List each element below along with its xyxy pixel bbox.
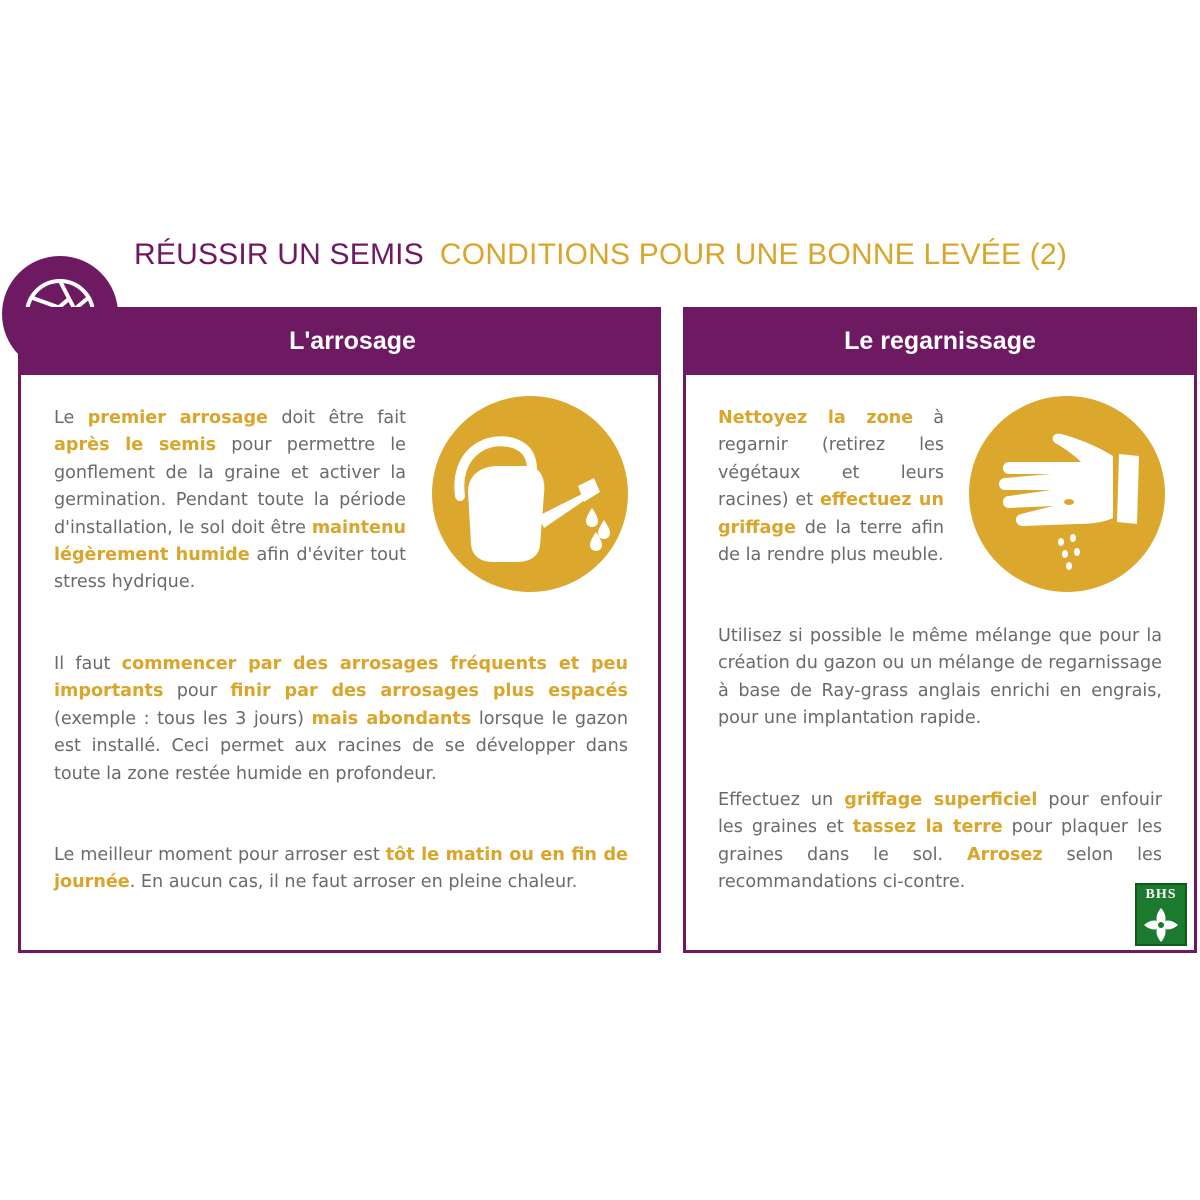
body-text: doit être fait <box>267 408 406 428</box>
body-text: Effectuez un <box>718 790 845 810</box>
body-text: Utilisez si possible le même mélange que pour la création du gazon ou un mélange de regarnissage à base de Ray-grass anglais enrichi en engrais, pour une implantation rapide. <box>718 626 1162 729</box>
body-text: afin d'éviter tout stress hydrique. <box>54 545 406 593</box>
reseeding-panel-title: Le regarnissage <box>683 307 1197 375</box>
body-text: Le meilleur moment pour arroser est <box>54 845 386 865</box>
watering-paragraph-3 <box>54 842 628 897</box>
highlighted-text: griffage superficiel <box>844 790 1038 810</box>
watering-paragraph-2 <box>54 651 628 788</box>
watering-can-icon <box>432 396 628 592</box>
reseeding-paragraph-2 <box>718 623 1162 733</box>
body-text: (exemple : tous les 3 jours) <box>54 708 312 729</box>
watering-panel-title: L'arrosage <box>18 307 661 375</box>
highlighted-text: maintenu légèrement humide <box>54 517 406 566</box>
bhs-logo <box>1135 883 1187 946</box>
heading-primary: RÉUSSIR UN SEMIS <box>134 238 424 271</box>
highlighted-text: effectuez un griffage <box>718 490 944 538</box>
heading-secondary: CONDITIONS POUR UNE BONNE LEVÉE (2) <box>439 238 1068 271</box>
watering-paragraph-1 <box>54 405 406 597</box>
highlighted-text: tassez la terre <box>852 817 1003 838</box>
highlighted-text: mais abondants <box>311 708 472 729</box>
bhs-logo-text: BHS <box>1145 887 1177 902</box>
highlighted-text: Nettoyez la zone <box>718 408 914 428</box>
body-text: Le <box>54 408 88 428</box>
reseeding-paragraph-3 <box>718 787 1162 897</box>
highlighted-text: premier arrosage <box>87 408 268 428</box>
body-text: Il faut <box>54 654 122 674</box>
page-heading <box>134 238 1067 272</box>
body-text: pour permettre le gonflement de la graine et activer la germination. Pendant toute la période d'installation, le sol doit être <box>54 435 406 538</box>
reseeding-panel <box>683 307 1197 953</box>
body-text: selon les recommandations ci-contre. <box>718 844 1162 893</box>
highlighted-text: après le semis <box>54 435 217 456</box>
watering-panel <box>18 307 661 953</box>
body-text: . En aucun cas, il ne faut arroser en pleine chaleur. <box>129 872 578 893</box>
body-text: lorsque le gazon est installé. Ceci permet aux racines de se développer dans toute la zone restée humide en profondeur. <box>54 708 628 784</box>
highlighted-text: commencer par des arrosages fréquents et peu importants <box>54 654 629 702</box>
body-text: de la terre afin de la rendre plus meuble. <box>718 517 944 566</box>
bhs-leaf-logo-icon <box>1141 905 1181 943</box>
hand-sowing-seeds-icon <box>969 396 1165 592</box>
highlighted-text: Arrosez <box>966 844 1043 865</box>
body-text: pour plaquer les graines dans le sol. <box>718 817 1163 865</box>
highlighted-text: finir par des arrosages plus espacés <box>230 681 628 702</box>
body-text: à regarnir (retirez les végétaux et leurs racines) et <box>718 408 944 511</box>
highlighted-text: tôt le matin ou en fin de journée <box>54 845 628 893</box>
reseeding-paragraph-1 <box>718 405 944 569</box>
body-text: pour <box>163 681 231 702</box>
body-text: pour enfouir les graines et <box>718 790 1162 838</box>
